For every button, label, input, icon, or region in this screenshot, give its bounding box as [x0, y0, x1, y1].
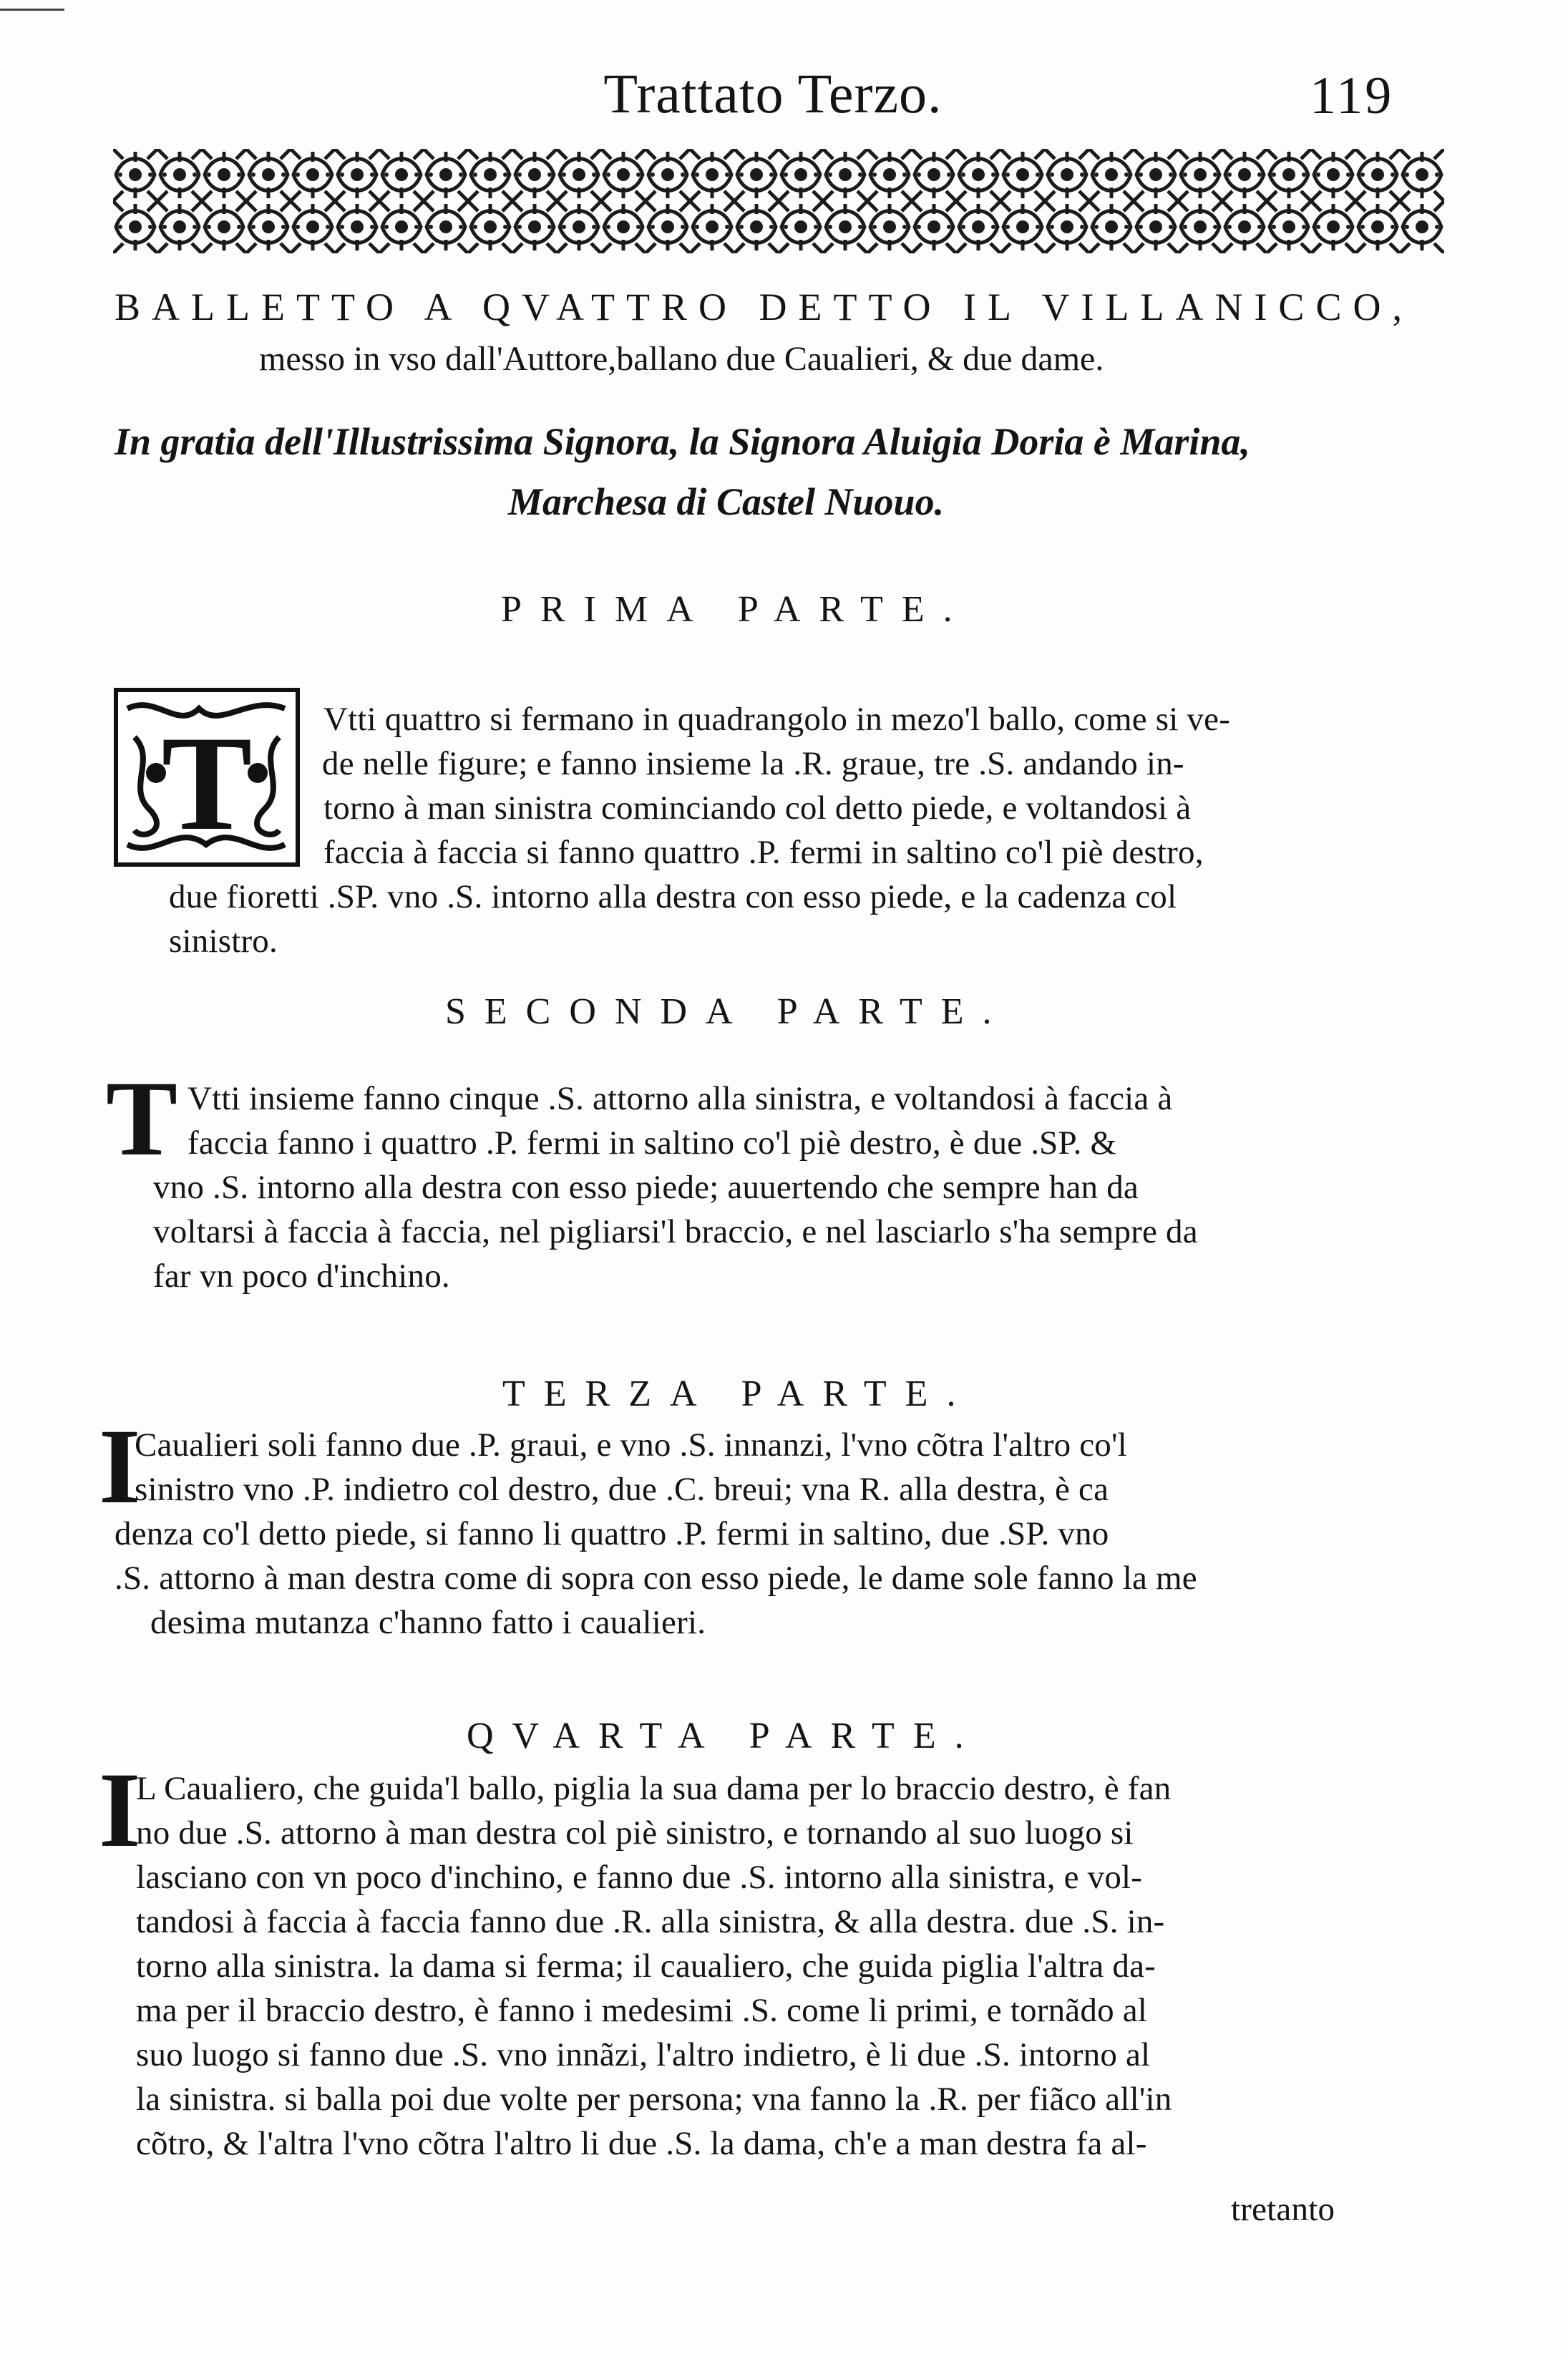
terza-line-5: desima mutanza c'hanno fatto i caualieri. [150, 1604, 706, 1641]
section-heading-seconda: SECONDA PARTE. [445, 991, 1011, 1032]
section-heading-quarta: QVARTA PARTE. [467, 1716, 983, 1756]
corner-mark [0, 9, 64, 11]
dance-subtitle: messo in vso dall'Auttore,ballano due Caualieri, & due dame. [259, 340, 1104, 378]
prima-line-6: sinistro. [169, 923, 278, 960]
terza-line-4: .S. attorno à man destra come di sopra con esso piede, le dame sole fanno la me [115, 1560, 1197, 1597]
quarta-line-4: tandosi à faccia à faccia fanno due .R. alla sinistra, & alla destra. due .S. in- [136, 1903, 1165, 1940]
prima-line-5: due fioretti .SP. vno .S. intorno alla destra con esso piede, e la cadenza col [169, 878, 1177, 915]
quarta-line-3: lasciano con vn poco d'inchino, e fanno due .S. intorno alla sinistra, e vol- [136, 1859, 1143, 1896]
quarta-line-8: la sinistra. si balla poi due volte per persona; vna fanno la .R. per fiãco all'in [136, 2081, 1172, 2118]
page-number: 119 [1310, 67, 1394, 125]
quarta-line-1: L Caualiero, che guida'l ballo, piglia la sua dama per lo braccio destro, è fan [136, 1770, 1172, 1807]
ornament-pattern [113, 149, 1444, 253]
prima-line-1: Vtti quattro si fermano in quadrangolo in mezo'l ballo, come si ve- [323, 701, 1231, 738]
quarta-line-5: torno alla sinistra. la dama si ferma; il caualiero, che guida piglia l'altra da- [136, 1947, 1156, 1985]
prima-line-4: faccia à faccia si fanno quattro .P. fermi in saltino co'l piè destro, [323, 834, 1204, 871]
ornate-initial [113, 687, 301, 867]
seconda-line-4: voltarsi à faccia à faccia, nel pigliarsi'l braccio, e nel lasciarlo s'ha sempre da [153, 1213, 1198, 1250]
seconda-line-1: Vtti insieme fanno cinque .S. attorno alla sinistra, e voltandosi à faccia à [188, 1080, 1173, 1117]
quarta-line-2: no due .S. attorno à man destra col piè sinistro, e tornando al suo luogo si [136, 1814, 1134, 1852]
prima-line-3: torno à man sinistra cominciando col detto piede, e voltandosi à [323, 789, 1192, 827]
section-heading-prima: PRIMA PARTE. [501, 589, 971, 630]
terza-line-3: denza co'l detto piede, si fanno li quattro .P. fermi in saltino, due .SP. vno [115, 1515, 1109, 1552]
dance-title: BALLETTO A QVATTRO DETTO IL VILLANICCO, [115, 286, 1413, 329]
terza-line-1: Caualieri soli fanno due .P. graui, e vno .S. innanzi, l'vno cõtra l'altro co'l [135, 1426, 1127, 1464]
seconda-line-3: vno .S. intorno alla destra con esso piede; auuertendo che sempre han da [153, 1169, 1139, 1206]
initial-letter-i-2: I [99, 1751, 141, 1869]
quarta-line-9: cõtro, & l'altra l'vno cõtra l'altro li due .S. la dama, ch'e a man destra fa al- [136, 2125, 1147, 2162]
dedication-line-1: In gratia dell'Illustrissima Signora, la Signora Aluigia Doria è Marina, [115, 420, 1250, 463]
terza-line-2: sinistro vno .P. indietro col destro, due .C. breui; vna R. alla destra, è ca [135, 1471, 1109, 1508]
initial-letter-t-2: T [106, 1059, 178, 1178]
seconda-line-5: far vn poco d'inchino. [153, 1258, 450, 1295]
initial-letter-t: T [161, 709, 253, 859]
quarta-line-7: suo luogo si fanno due .S. vno innãzi, l'altro indietro, è li due .S. intorno al [136, 2036, 1151, 2073]
prima-line-2: de nelle figure; e fanno insieme la .R. graue, tre .S. andando in- [322, 745, 1184, 782]
seconda-line-2: faccia fanno i quattro .P. fermi in saltino co'l piè destro, è due .SP. & [188, 1124, 1117, 1162]
initial-letter-i: I [99, 1407, 141, 1526]
catchword: tretanto [1231, 2191, 1335, 2228]
section-heading-terza: TERZA PARTE. [502, 1373, 975, 1414]
dedication-line-2: Marchesa di Castel Nuouo. [508, 480, 945, 523]
decorated-initial-t-icon [113, 687, 301, 867]
ornamental-band [113, 149, 1444, 253]
quarta-line-6: ma per il braccio destro, è fanno i medesimi .S. come li primi, e tornãdo al [136, 1992, 1148, 2029]
running-title: Trattato Terzo. [603, 62, 943, 125]
